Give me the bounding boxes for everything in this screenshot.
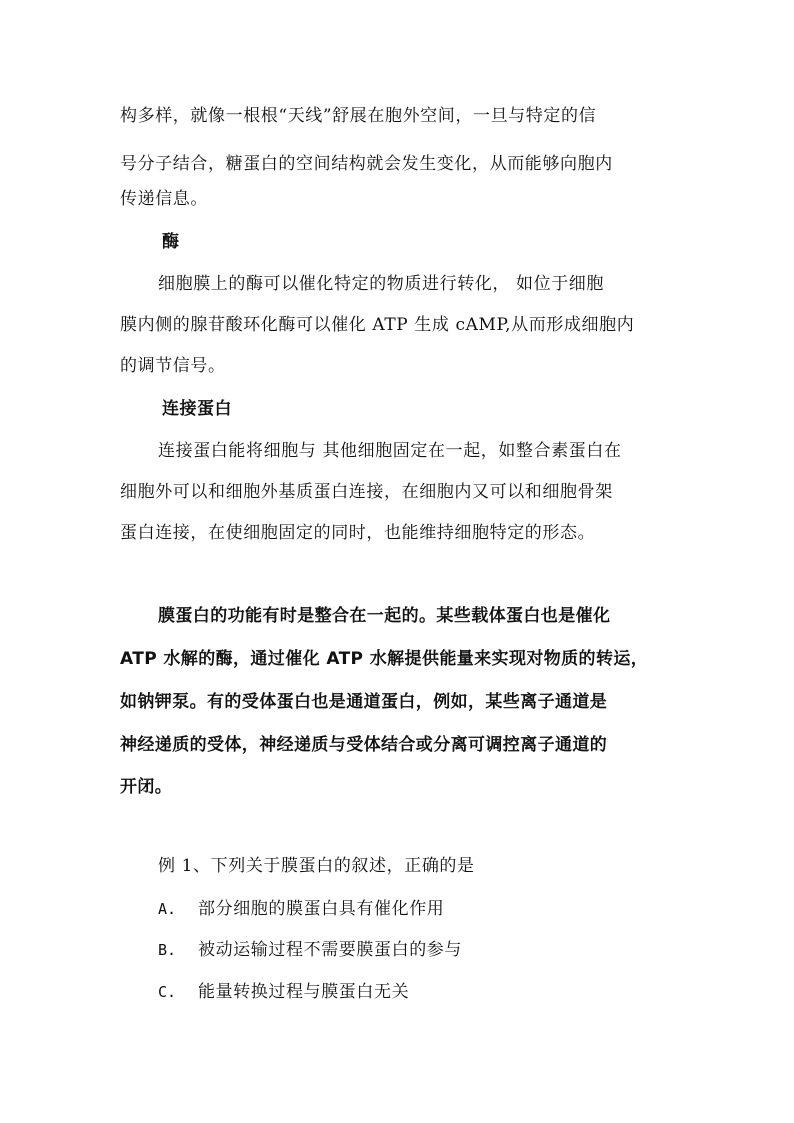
linker-heading: 连接蛋白 (162, 399, 232, 419)
question-stem: 例 1、下列关于膜蛋白的叙述，正确的是 (158, 856, 475, 876)
linker-line-3: 蛋白连接，在使细胞固定的同时，也能维持细胞特定的形态。 (120, 523, 596, 543)
intro-line-1: 构多样，就像一根根“天线”舒展在胞外空间，一旦与特定的信 (120, 106, 597, 126)
enzyme-line-2: 膜内侧的腺苷酸环化酶可以催化 ATP 生成 cAMP,从而形成细胞内 (120, 315, 635, 335)
enzyme-line-3: 的调节信号。 (120, 356, 226, 376)
enzyme-heading: 酶 (162, 232, 180, 252)
option-a-letter: A. (158, 900, 177, 918)
enzyme-line-1: 细胞膜上的酶可以催化特定的物质进行转化， 如位于细胞 (158, 274, 605, 294)
option-c-text: 能量转换过程与膜蛋白无关 (198, 982, 410, 1002)
linker-line-1: 连接蛋白能将细胞与 其他细胞固定在一起，如整合素蛋白在 (158, 441, 622, 461)
option-b-letter: B. (158, 941, 177, 959)
summary-line-3: 如钠钾泵。有的受体蛋白也是通道蛋白，例如，某些离子通道是 (120, 692, 608, 712)
option-a-text: 部分细胞的膜蛋白具有催化作用 (198, 899, 445, 919)
summary-line-5: 开闭。 (120, 777, 173, 797)
option-c-letter: C. (158, 983, 177, 1001)
summary-line-4: 神经递质的受体，神经递质与受体结合或分离可调控离子通道的 (120, 735, 608, 755)
summary-line-2: ATP 水解的酶，通过催化 ATP 水解提供能量来实现对物质的转运， (120, 649, 649, 669)
option-b-text: 被动运输过程不需要膜蛋白的参与 (198, 940, 462, 960)
intro-line-2: 号分子结合，糖蛋白的空间结构就会发生变化，从而能够向胞内 (120, 154, 613, 174)
summary-line-1: 膜蛋白的功能有时是整合在一起的。某些载体蛋白也是催化 (158, 606, 611, 626)
intro-line-3: 传递信息。 (120, 189, 208, 209)
linker-line-2: 细胞外可以和细胞外基质蛋白连接，在细胞内又可以和细胞骨架 (120, 482, 613, 502)
